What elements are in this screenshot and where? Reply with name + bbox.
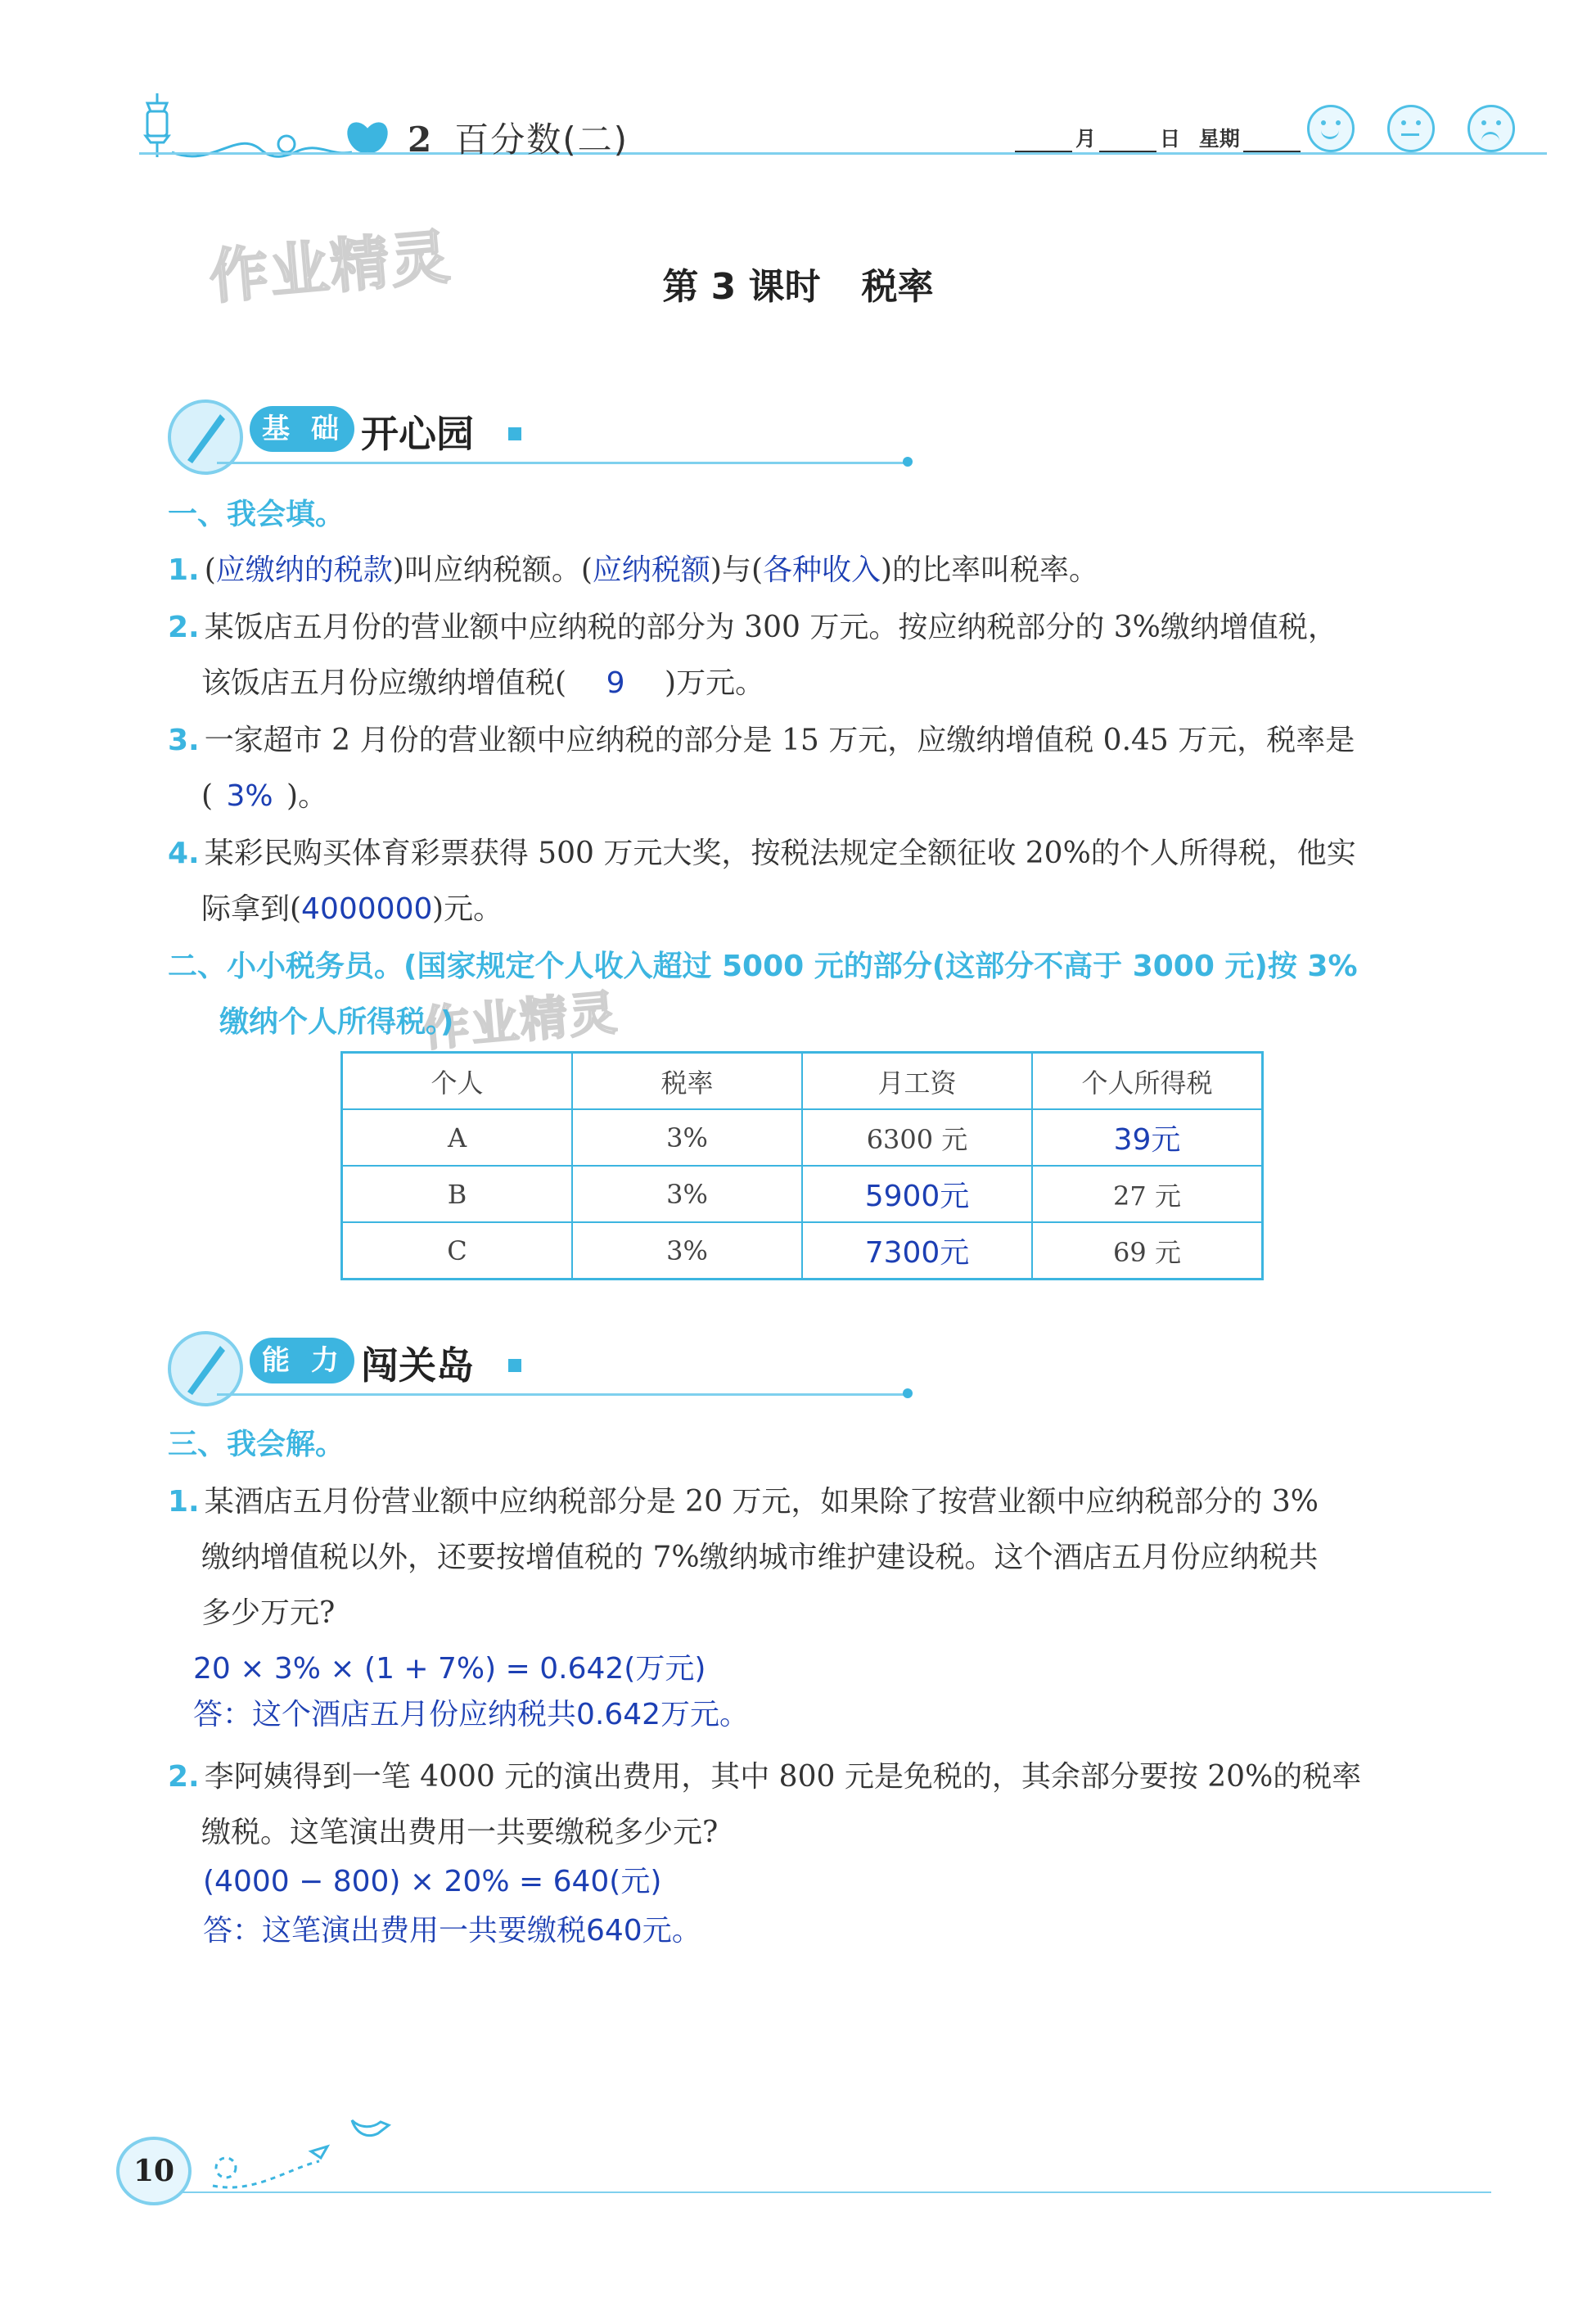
q1-item-3-line2 [201,773,327,815]
text: )与( [710,553,763,587]
text: )。 [286,779,328,813]
cell-tax-answer: 39元 [1032,1109,1263,1166]
table-row [342,1222,1263,1280]
header-salary: 月工资 [802,1053,1032,1110]
section-badge [250,1338,354,1383]
header-person: 个人 [342,1053,573,1110]
rule-end-dot [903,1388,913,1398]
section-title: 闯关岛 [361,1343,474,1388]
table-row [342,1166,1263,1222]
chapter-heading [408,113,629,162]
week-label: 星期 [1198,127,1240,151]
cell-person: A [342,1109,573,1166]
table-header-row [342,1053,1263,1110]
q3-problem-1-line3: 多少万元? [201,1596,336,1630]
q1-item-4-line1 [168,830,1356,872]
section-banner-basics [168,383,757,473]
cell-salary-answer: 5900元 [802,1166,1032,1222]
badge-char-1: 能 [256,1341,295,1380]
text: )元。 [432,892,503,926]
chapter-title: 百分数(二) [454,120,629,160]
lesson-number: 第 3 课时 [662,266,821,308]
q2-heading-line1: 二、小小税务员。(国家规定个人收入超过 5000 元的部分(这部分不高于 3000 元)按 3% [168,950,1358,983]
bird-trail-decoration [205,2104,401,2194]
answer-3: 各种收入 [763,553,881,587]
text: )叫应纳税额。( [392,553,593,587]
page-number: 10 [116,2137,192,2205]
q3-problem-1-answer: 答：这个酒店五月份应纳税共0.642万元。 [193,1698,750,1731]
header-rule [139,152,1547,155]
answer-1: 应缴纳的税款 [215,553,393,587]
q3-problem-1-line1 [168,1478,1319,1520]
text: )的比率叫税率。 [881,553,1099,587]
neutral-face-icon [1387,105,1435,152]
badge-char-2: 础 [305,409,345,449]
text: ( [204,553,216,587]
q1-item-2-line1 [168,604,1337,646]
q3-problem-2-answer: 答：这笔演出费用一共要缴税640元。 [203,1914,701,1948]
q3-problem-2-line2: 缴税。这笔演出费用一共要缴税多少元? [201,1816,719,1849]
q3-problem-2-line1 [168,1754,1361,1795]
q3-problem-1-formula: 20 × 3% × (1 + 7%) = 0.642(万元) [193,1652,706,1686]
q2-heading-line2: 缴纳个人所得税。) [219,1005,454,1039]
cell-rate: 3% [572,1222,802,1280]
day-blank [1099,134,1156,152]
q1-heading: 一、我会填。 [168,498,345,531]
cell-rate: 3% [572,1109,802,1166]
week-blank [1243,134,1301,152]
cell-person: C [342,1222,573,1280]
text: 某饭店五月份的营业额中应纳税的部分为 300 万元。按应纳税部分的 3%缴纳增值税， [204,611,1337,644]
day-label: 日 [1160,127,1181,151]
answer: 9 [606,666,625,700]
lesson-topic: 税率 [861,266,934,308]
title-corner-mark [508,1359,521,1372]
item-number: 3. [168,724,200,757]
text: 一家超市 2 月份的营业额中应纳税的部分是 15 万元，应缴纳增值税 0.45 万元，税率是 [204,724,1355,757]
month-label: 月 [1075,127,1097,151]
text: )万元。 [665,666,765,700]
footer-rule [156,2191,1491,2193]
cell-salary-answer: 7300元 [802,1222,1032,1280]
text: 某彩民购买体育彩票获得 500 万元大奖，按税法规定全额征收 20%的个人所得税，他实 [204,837,1356,870]
tax-table [340,1051,1264,1280]
q3-problem-1-line2: 缴纳增值税以外，还要按增值税的 7%缴纳城市维护建设税。这个酒店五月份应纳税共 [201,1541,1319,1574]
answer-2: 应纳税额 [592,553,710,587]
q1-item-1 [168,547,1098,589]
item-number: 2. [168,1760,200,1794]
cell-salary: 6300 元 [802,1109,1032,1166]
section-rule [217,1393,908,1396]
item-number: 1. [168,553,200,587]
month-blank [1015,134,1072,152]
text: 该饭店五月份应缴纳增值税( [201,666,567,700]
table-row [342,1109,1263,1166]
cell-rate: 3% [572,1166,802,1222]
q3-heading: 三、我会解。 [168,1428,345,1461]
cell-tax: 69 元 [1032,1222,1263,1280]
q1-item-2-line2 [201,660,764,702]
answer: 4000000 [301,892,433,926]
lantern-vine-decoration [123,79,417,169]
section-badge [250,406,354,452]
section-banner-ability [168,1315,757,1405]
watermark-top: 作业精灵 [206,222,454,312]
smile-face-icon [1307,105,1355,152]
cell-person: B [342,1166,573,1222]
item-number: 4. [168,837,200,870]
item-number: 1. [168,1485,200,1519]
item-number: 2. [168,611,200,644]
answer: 3% [226,779,273,813]
badge-char-2: 力 [305,1341,345,1380]
q1-item-3-line1 [168,717,1355,759]
section-title: 开心园 [361,412,474,456]
title-corner-mark [508,427,521,440]
q3-problem-2-formula: (4000 − 800) × 20% = 640(元) [203,1865,662,1898]
header-rate: 税率 [572,1053,802,1110]
date-fill-area [1012,123,1304,152]
watermark-middle: 作业精灵 [419,984,620,1058]
header-tax: 个人所得税 [1032,1053,1263,1110]
q1-item-4-line2 [201,886,503,928]
text: ( [201,779,214,813]
sad-face-icon [1468,105,1515,152]
section-rule [217,462,908,464]
cell-tax: 27 元 [1032,1166,1263,1222]
chapter-number: 2 [408,120,434,160]
text: 李阿姨得到一笔 4000 元的演出费用，其中 800 元是免税的，其余部分要按 20%的税率 [204,1760,1362,1794]
text: 某酒店五月份营业额中应纳税部分是 20 万元，如果除了按营业额中应纳税部分的 3% [204,1485,1319,1519]
text: 际拿到( [201,892,302,926]
rule-end-dot [903,457,913,467]
lesson-title [0,257,1596,309]
badge-char-1: 基 [256,409,295,449]
